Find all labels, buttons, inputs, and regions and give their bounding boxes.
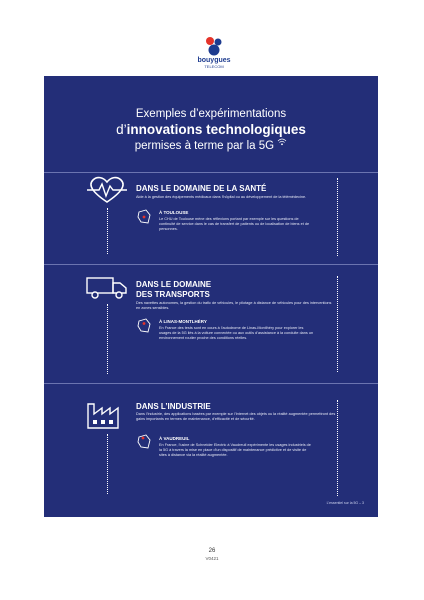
location-pin-icon — [137, 209, 151, 225]
location-name: À TOULOUSE — [159, 210, 189, 215]
logo-sub: TELECOM — [204, 64, 224, 69]
truck-icon — [86, 274, 128, 300]
footer-note: L’essentiel sur la 5G – 3 — [326, 501, 364, 505]
title-line-1: Exemples d’expérimentations — [135, 108, 287, 120]
section-transport — [44, 274, 378, 378]
section-description: Dans l’industrie, des applications basées par exemple sur l’Internet des objets ou la réalité augmentée permettront des gains importants en termes de maintenance, d’efficacité et de sécurité. — [136, 412, 336, 421]
title-line-2: d’innovations technologiques — [116, 122, 306, 137]
location-name: À LINAS-MONTLHÉRY — [159, 319, 207, 324]
logo-name: bouygues — [197, 57, 231, 64]
location-name: À VAUDREUIL — [159, 436, 190, 441]
section-industry — [44, 398, 378, 502]
section-heading: DANS LE DOMAINE — [136, 280, 212, 289]
section-description: Des navettes autonomes, la gestion du trafic de véhicules, le pilotage à distance de véhicules pour des interventions en zones sensibles. — [136, 301, 332, 310]
divider-2 — [44, 264, 378, 265]
signal-icon — [277, 138, 287, 146]
title-bold: innovations technologiques — [126, 122, 306, 137]
divider-1 — [44, 172, 378, 173]
section-heading: DANS LE DOMAINE DE LA SANTÉ — [136, 184, 267, 193]
location-text: Le CHU de Toulouse mène des réflexions portant par exemple sur les questions de continuité de service dans le cas de transfert de patients ou de localisation de biens et de personnes. — [159, 217, 310, 231]
infographic-panel — [44, 76, 378, 517]
dotted-line-right — [337, 276, 338, 372]
dotted-line-left — [107, 434, 108, 494]
heart-pulse-icon — [86, 176, 128, 204]
bouygues-logo-icon — [202, 35, 226, 57]
factory-icon — [86, 398, 122, 430]
location-text: En France, l’usine de Schneider Electric à Vaudreuil expérimente les usages industriels de la 5G à travers la mise en place d’un dispositif de maintenance prédictive et de visite de sites à distance via la réalité augmentée. — [159, 443, 311, 457]
section-health — [44, 176, 378, 260]
dotted-line-right — [337, 400, 338, 496]
section-description: Aide à la gestion des équipements médicaux dans l’hôpital ou au développement de la télémédecine. — [136, 195, 307, 199]
divider-3 — [44, 383, 378, 384]
location-text: En France des tests sont en cours à l’autodrome de Linas-Montlhéry pour explorer les usages de la 5G liés à la voiture connectée ou aux outils d’assistance à la conduite dans un environnement routier proche des conditions réelles. — [159, 326, 314, 340]
bouygues-logo — [190, 35, 238, 75]
dotted-line-left — [107, 304, 108, 374]
dotted-line-right — [337, 178, 338, 256]
infographic-title — [44, 106, 378, 154]
dotted-line-left — [107, 208, 108, 254]
page-sub: V0421 — [205, 556, 219, 561]
page-number: 26 — [208, 548, 216, 554]
location-pin-icon — [137, 434, 151, 450]
section-heading: DANS L’INDUSTRIE — [136, 402, 211, 411]
section-heading-line-2: DES TRANSPORTS — [136, 290, 210, 299]
location-pin-icon — [137, 318, 151, 334]
title-line-3: permises à terme par la 5G — [44, 138, 378, 154]
